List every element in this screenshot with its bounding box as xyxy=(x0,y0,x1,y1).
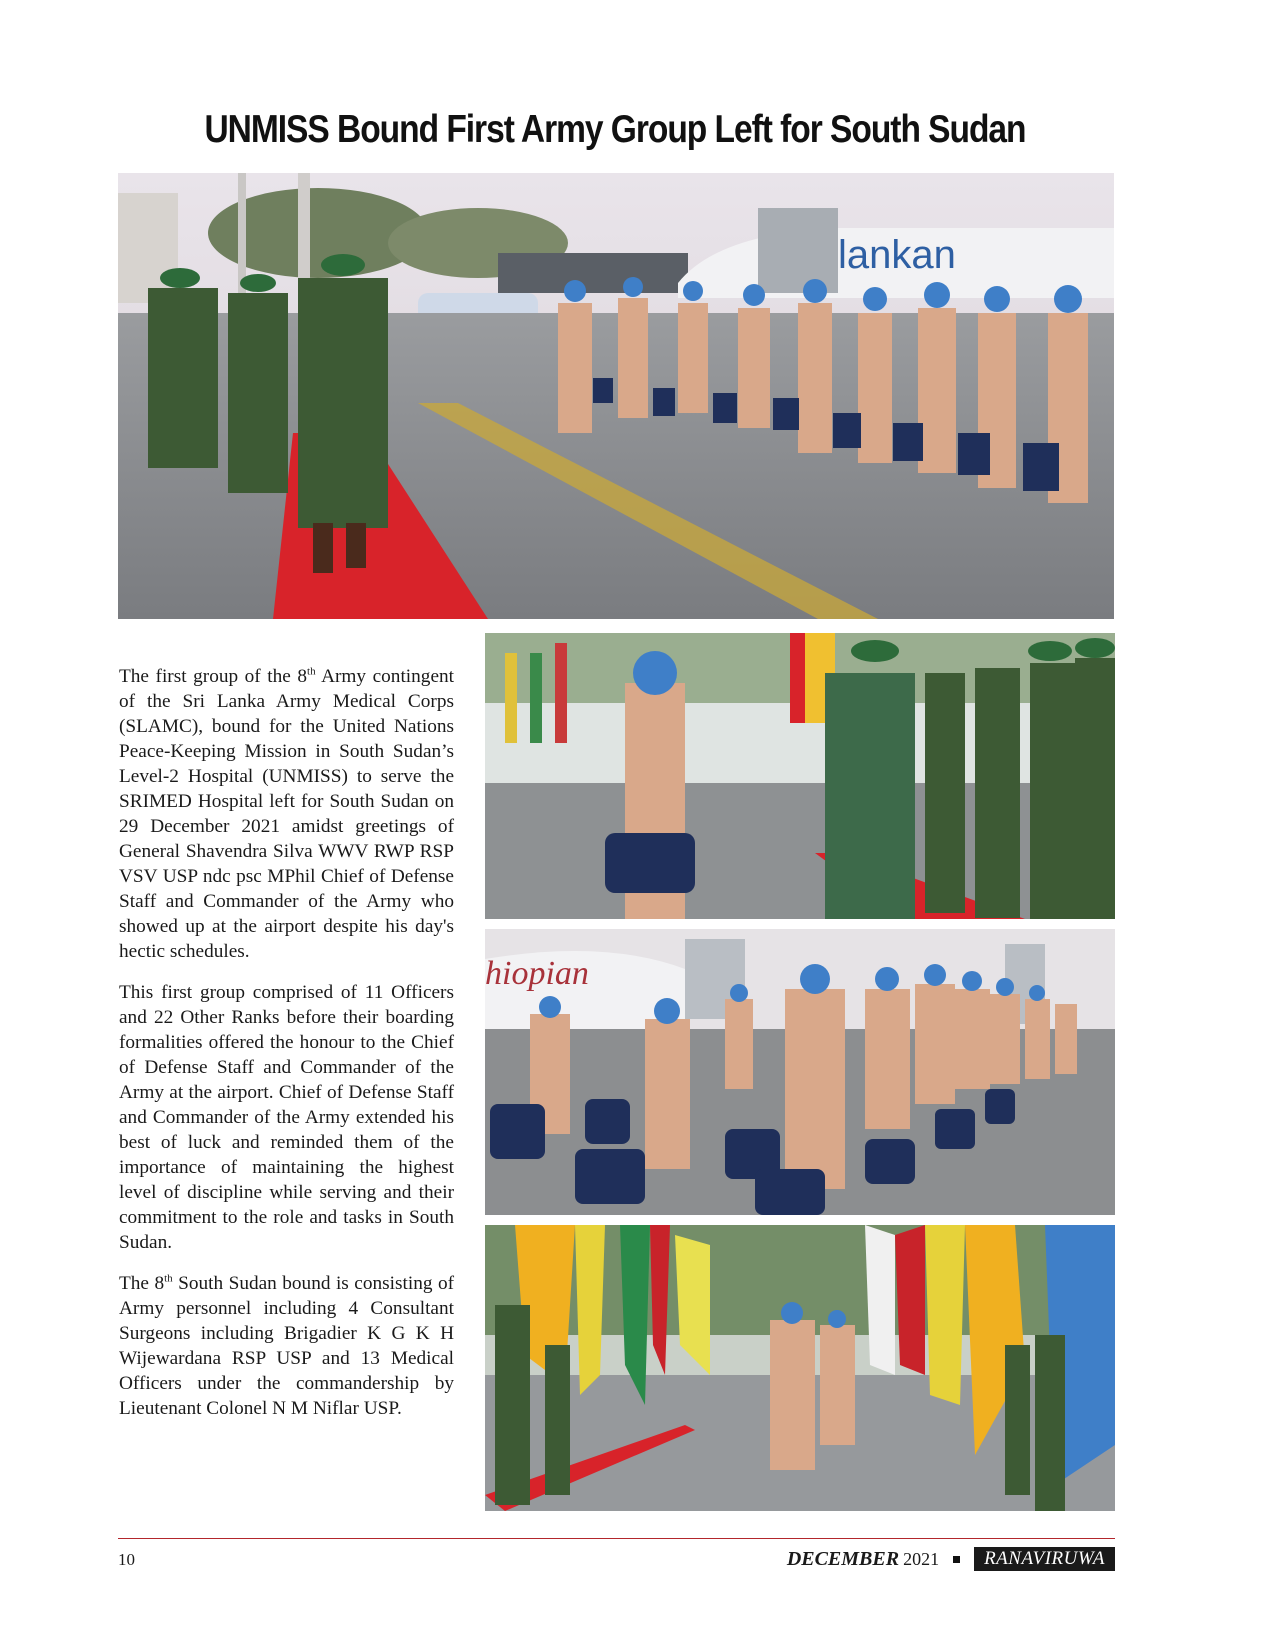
issue-year: 2021 xyxy=(903,1548,940,1569)
paragraph-1 xyxy=(119,664,454,964)
photo-handshake xyxy=(485,633,1115,919)
magazine-name: RANAVIRUWA xyxy=(974,1547,1115,1571)
ordinal-suffix: th xyxy=(164,1272,173,1285)
photo-red-carpet-inspection xyxy=(118,173,1114,619)
page-number: 10 xyxy=(118,1550,135,1569)
footer-issue-info xyxy=(787,1547,1115,1571)
paragraph-1-start: The first group of the 8 xyxy=(119,666,308,687)
aircraft-livery-text: lankan xyxy=(838,233,956,277)
ordinal-suffix: th xyxy=(307,665,316,678)
footer-divider xyxy=(118,1538,1115,1539)
aircraft-livery-text: hiopian xyxy=(485,955,589,992)
paragraph-1-rest: Army contingent of the Sri Lanka Army Medical Corps (SLAMC), bound for the United Nations Peace-Keeping Mission in South Sudan’s Level-2 Hospital (UNMISS) to serve the SRIMED Hospital left for South Sudan on 29 December 2021 amidst greetings of General Shavendra Silva WWV RWP RSP VSV USP ndc psc MPhil Chief of Defense Staff and Commander of the Army who showed up at the airport despite his day's hectic schedules. xyxy=(119,666,454,962)
photo-troops-lined-up xyxy=(485,929,1115,1215)
paragraph-3 xyxy=(119,1271,454,1421)
photo-flag-guard-walkway xyxy=(485,1225,1115,1511)
issue-month: DECEMBER xyxy=(786,1547,900,1570)
paragraph-3-start: The 8 xyxy=(119,1273,165,1294)
paragraph-3-rest: South Sudan bound is consisting of Army personnel including 4 Consultant Surgeons including Brigadier K G K H Wijewardana RSP USP and 13 Medical Officers under the commandership by Lieutenant Colonel N M Niflar USP. xyxy=(119,1273,455,1419)
separator-bullet xyxy=(953,1556,960,1563)
paragraph-2: This first group comprised of 11 Officers and 22 Other Ranks before their boarding formalities offered the honour to the Chief of Defense Staff and Commander of the Army at the airport. Chief of Defense Staff and Commander of the Army extended his best of luck and reminded them of the importance of maintaining the highest level of discipline while serving and their commitment to the role and tasks in South Sudan. xyxy=(119,982,454,1253)
article-body xyxy=(119,664,454,1437)
article-title: UNMISS Bound First Army Group Left for South Sudan xyxy=(204,108,1026,151)
